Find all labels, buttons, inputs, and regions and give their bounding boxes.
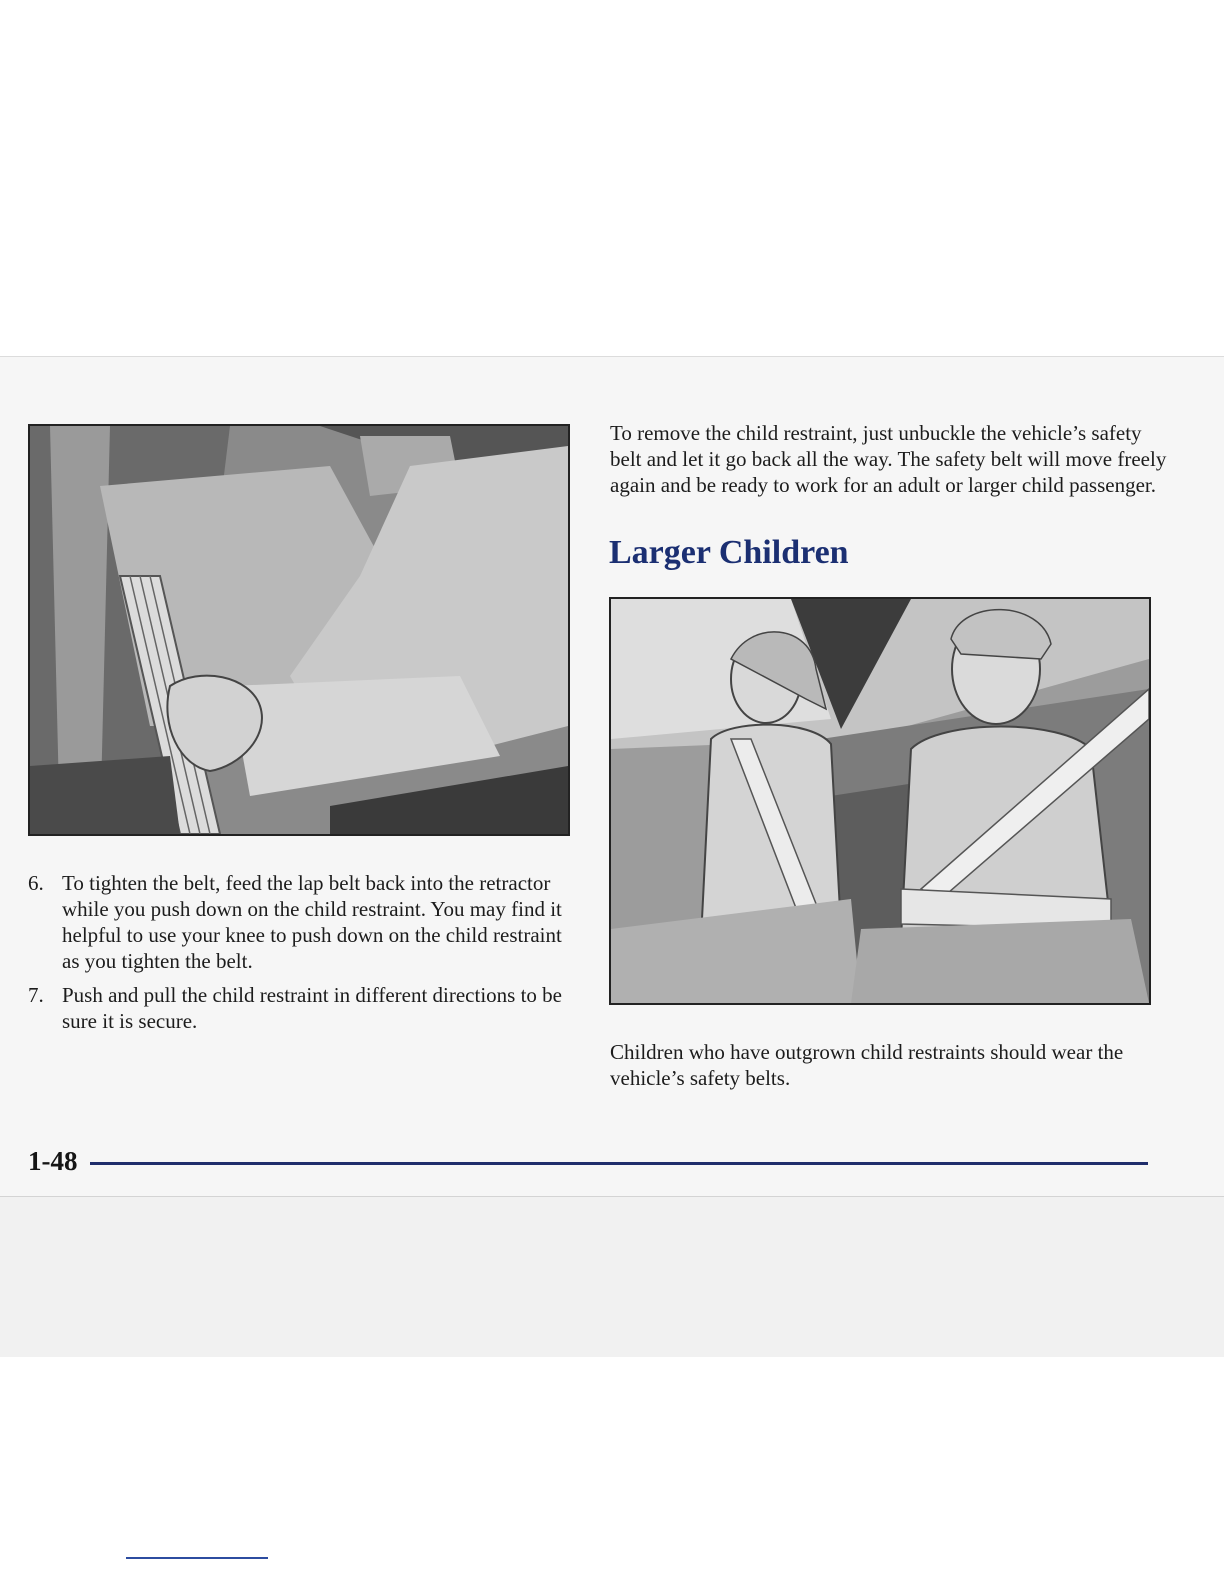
step-number: 7.	[28, 983, 44, 1007]
remove-restraint-paragraph: To remove the child restraint, just unbuckle the vehicle’s safety belt and let it go back all the way. The safety belt will move freely again and be ready to work for an adult or larger child passenger.	[610, 421, 1167, 497]
larger-children-paragraph: Children who have outgrown child restraints should wear the vehicle’s safety belts.	[610, 1040, 1124, 1090]
step-text: Push and pull the child restraint in different directions to be sure it is secure.	[62, 983, 563, 1033]
footer-rule	[90, 1162, 1148, 1165]
instruction-list	[28, 870, 573, 1042]
page-number: 1-48	[28, 1146, 78, 1176]
step-text: To tighten the belt, feed the lap belt back into the retractor while you push down on the child restraint. You may find it helpful to use your knee to push down on the child restraint as you tighten the belt.	[62, 871, 562, 973]
illustration-tightening-belt	[28, 424, 570, 836]
scan-lower-band	[0, 1196, 1224, 1357]
step-number: 6.	[28, 871, 44, 895]
list-item	[28, 982, 573, 1034]
illustration-larger-children	[609, 597, 1151, 1005]
section-heading: Larger Children	[609, 534, 849, 571]
list-item	[28, 870, 573, 974]
bottom-rule-mark	[126, 1557, 268, 1559]
